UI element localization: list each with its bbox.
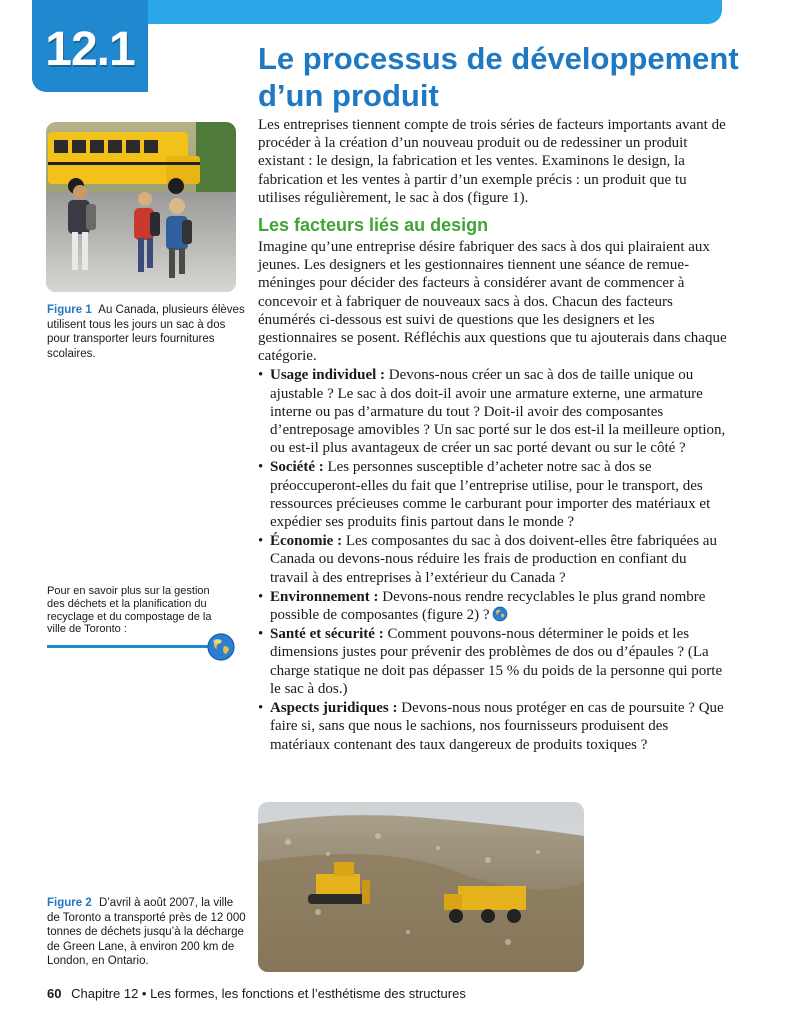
page-footer xyxy=(47,986,466,1001)
figure-1-photo xyxy=(46,122,236,292)
figure-2-photo xyxy=(258,802,584,972)
footer-chapter-text: Chapitre 12 • Les formes, les fonctions et l’esthétisme des structures xyxy=(71,986,466,1001)
figure-2-caption xyxy=(47,896,247,969)
list-item xyxy=(258,532,728,587)
factor-text: Les personnes susceptible d’acheter notre sac à dos se préoccuperont-elles du fait que l’entreprise utilise, pour le transport, des ressources précieuses comme le carburant pour importer des matériaux et expédier ses produits finis partout dans le monde ? xyxy=(270,459,711,531)
figure-1-label: Figure 1 xyxy=(47,304,92,316)
main-text-column xyxy=(258,116,728,754)
section-number: 12.1 xyxy=(45,22,135,76)
factor-text: Comment pouvons-nous déterminer le poids et les dimensions justes pour prévenir des problèmes de dos ou d’épaules ? (La charge statique ne doit pas dépasser 15 % du poids de la personne qui porte le sac à dos.) xyxy=(270,626,723,697)
figure-1-caption-text: Au Canada, plusieurs élèves utilisent tous les jours un sac à dos pour transporter leurs fournitures scolaires. xyxy=(47,304,245,360)
figure-1-caption xyxy=(47,303,247,361)
factor-text: Devons-nous rendre recyclables le plus grand nombre possible de composantes (figure 2) ? xyxy=(270,588,706,624)
factor-term: Société : xyxy=(270,459,324,476)
globe-icon[interactable] xyxy=(492,606,508,622)
factor-text: Devons-nous créer un sac à dos de taille unique ou ajustable ? Le sac à dos doit-il avoir une armature externe, une armature interne ou pas d’armature du tout ? Doit-il avoir des composantes d’entreposage amovibles ? Un sac porté sur le dos est-il la meilleure option, ou est-il plus avantageux de créer un sac porté devant ou sur le côté ? xyxy=(270,367,726,457)
list-item xyxy=(258,458,728,531)
factor-term: Usage individuel : xyxy=(270,367,386,384)
globe-icon[interactable] xyxy=(206,632,236,662)
page-title: Le processus de développement d’un produit xyxy=(258,41,739,113)
web-note-rule xyxy=(47,645,217,648)
intro-paragraph: Les entreprises tiennent compte de trois séries de facteurs importants avant de procéder à la création d’un nouveau produit ou de redessiner un produit existant : le design, la fabrication et les ventes. Examinons le design, la fabrication et les ventes à partir d’un exemple précis : un produit que tu utilises régulièrement, le sac à dos (figure 1). xyxy=(258,117,726,206)
page-number: 60 xyxy=(47,986,62,1001)
figure-2-caption-text: D’avril à août 2007, la ville de Toronto a transporté près de 12 000 tonnes de déchets jusqu’à la décharge de Green Lane, à environ 200 km de London, en Ontario. xyxy=(47,897,246,968)
list-item xyxy=(258,625,728,698)
design-section-heading: Les facteurs liés au design xyxy=(258,215,489,236)
factor-text: Devons-nous nous protéger en cas de poursuite ? Que faire si, sans que nous le sachions, nos fournisseurs produisent des matériaux contenant des taux dangereux de produits toxiques ? xyxy=(270,700,724,753)
section-number-badge xyxy=(32,0,148,92)
design-paragraph: Imagine qu’une entreprise désire fabriquer des sacs à dos qui plairaient aux jeunes. Les designers et les gestionnaires tiennent une séance de remue-méninges pour décider des facteurs à considérer avant de commencer à concevoir et à fabriquer de nouveaux sacs à dos. Chacun des facteurs énumérés ci-dessous est suivi de questions que les designers et les gestionnaires se posent. Réfléchis aux questions que tu ajouterais dans chaque catégorie. xyxy=(258,239,727,365)
list-item xyxy=(258,588,728,624)
factor-term: Économie : xyxy=(270,533,343,550)
figure-2-label: Figure 2 xyxy=(47,897,92,909)
factor-term: Aspects juridiques : xyxy=(270,700,398,717)
web-link-note: Pour en savoir plus sur la gestion des déchets et la planification du recyclage et du compostage de la ville de Toronto : xyxy=(47,585,212,636)
factor-term: Santé et sécurité : xyxy=(270,626,384,643)
factor-term: Environnement : xyxy=(270,588,379,605)
factor-text: Les composantes du sac à dos doivent-elles être fabriquées au Canada ou devons-nous réduire les frais de production en confiant du travail à des entreprises à l’extérieur du Canada ? xyxy=(270,533,717,586)
list-item xyxy=(258,699,728,754)
list-item xyxy=(258,366,728,457)
design-factor-list xyxy=(258,366,728,753)
